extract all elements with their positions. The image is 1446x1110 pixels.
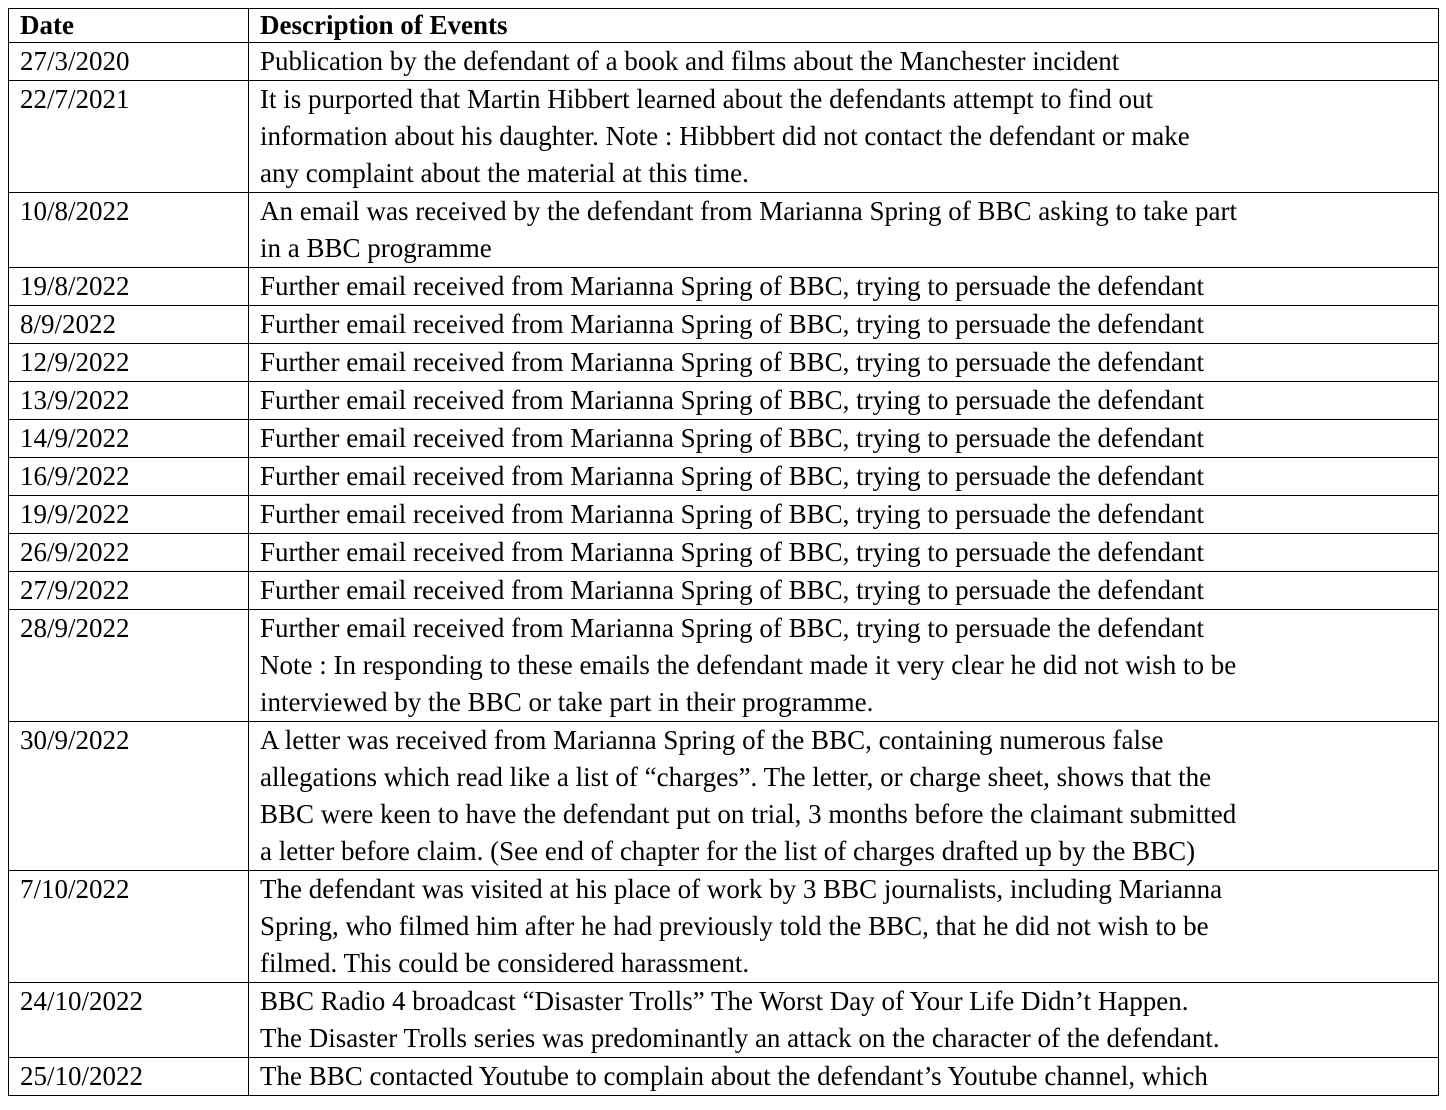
- event-date-cell: 16/9/2022: [9, 458, 249, 496]
- event-description-line: Further email received from Marianna Spring of BBC, trying to persuade the defendant: [260, 271, 1204, 301]
- event-description-line: The Disaster Trolls series was predominantly an attack on the character of the defendant.: [260, 1023, 1220, 1053]
- event-description-line: in a BBC programme: [260, 233, 492, 263]
- table-row: [9, 268, 1439, 306]
- event-description-cell: [249, 420, 1439, 458]
- event-date-cell: 24/10/2022: [9, 983, 249, 1058]
- document-page: [8, 8, 1438, 1096]
- event-date-cell: 25/10/2022: [9, 1058, 249, 1096]
- table-row: [9, 306, 1439, 344]
- event-description-cell: [249, 344, 1439, 382]
- table-row: [9, 1058, 1439, 1096]
- event-date-cell: 19/8/2022: [9, 268, 249, 306]
- table-row: [9, 722, 1439, 871]
- event-description-line: Further email received from Marianna Spring of BBC, trying to persuade the defendant: [260, 613, 1204, 643]
- event-description-cell: [249, 306, 1439, 344]
- table-row: [9, 382, 1439, 420]
- event-date-cell: 19/9/2022: [9, 496, 249, 534]
- table-row: [9, 572, 1439, 610]
- event-date-cell: 22/7/2021: [9, 81, 249, 193]
- event-date-cell: 26/9/2022: [9, 534, 249, 572]
- table-row: [9, 81, 1439, 193]
- event-description-cell: [249, 382, 1439, 420]
- table-row: [9, 344, 1439, 382]
- event-description-cell: [249, 458, 1439, 496]
- event-description-line: A letter was received from Marianna Spring of the BBC, containing numerous false: [260, 725, 1164, 755]
- event-description-cell: [249, 268, 1439, 306]
- event-description-line: a letter before claim. (See end of chapter for the list of charges drafted up by the BBC): [260, 836, 1196, 866]
- event-description-cell: [249, 1058, 1439, 1096]
- table-row: [9, 496, 1439, 534]
- event-description-line: Further email received from Marianna Spring of BBC, trying to persuade the defendant: [260, 537, 1204, 567]
- event-description-line: any complaint about the material at this time.: [260, 158, 749, 188]
- table-row: [9, 534, 1439, 572]
- event-description-line: information about his daughter. Note : Hibbbert did not contact the defendant or make: [260, 121, 1190, 151]
- table-row: [9, 420, 1439, 458]
- event-description-cell: [249, 43, 1439, 81]
- event-description-line: Spring, who filmed him after he had previously told the BBC, that he did not wish to be: [260, 911, 1209, 941]
- table-row: [9, 610, 1439, 722]
- event-description-line: Further email received from Marianna Spring of BBC, trying to persuade the defendant: [260, 347, 1204, 377]
- event-description-cell: [249, 534, 1439, 572]
- event-description-line: The defendant was visited at his place of work by 3 BBC journalists, including Marianna: [260, 874, 1223, 904]
- event-description-cell: [249, 983, 1439, 1058]
- event-description-cell: [249, 193, 1439, 268]
- event-date-cell: 28/9/2022: [9, 610, 249, 722]
- event-description-line: BBC Radio 4 broadcast “Disaster Trolls” The Worst Day of Your Life Didn’t Happen.: [260, 986, 1189, 1016]
- event-description-line: Publication by the defendant of a book and films about the Manchester incident: [260, 46, 1120, 76]
- event-description-line: Note : In responding to these emails the defendant made it very clear he did not wish to be: [260, 650, 1237, 680]
- event-description-line: Further email received from Marianna Spring of BBC, trying to persuade the defendant: [260, 385, 1204, 415]
- event-date-cell: 7/10/2022: [9, 871, 249, 983]
- event-date-cell: 14/9/2022: [9, 420, 249, 458]
- event-description-line: Further email received from Marianna Spring of BBC, trying to persuade the defendant: [260, 423, 1204, 453]
- event-description-cell: [249, 81, 1439, 193]
- event-date-cell: 30/9/2022: [9, 722, 249, 871]
- event-description-cell: [249, 496, 1439, 534]
- event-description-line: interviewed by the BBC or take part in their programme.: [260, 687, 874, 717]
- event-description-line: Further email received from Marianna Spring of BBC, trying to persuade the defendant: [260, 499, 1204, 529]
- table-row: [9, 458, 1439, 496]
- event-description-line: BBC were keen to have the defendant put on trial, 3 months before the claimant submitted: [260, 799, 1237, 829]
- event-description-cell: [249, 572, 1439, 610]
- event-description-cell: [249, 722, 1439, 871]
- event-date-cell: 27/3/2020: [9, 43, 249, 81]
- event-date-cell: 8/9/2022: [9, 306, 249, 344]
- event-date-cell: 10/8/2022: [9, 193, 249, 268]
- events-table: [8, 8, 1439, 1096]
- table-row: [9, 43, 1439, 81]
- description-column-header: Description of Events: [249, 9, 1439, 43]
- event-date-cell: 13/9/2022: [9, 382, 249, 420]
- event-date-cell: 27/9/2022: [9, 572, 249, 610]
- event-description-line: filmed. This could be considered harassment.: [260, 948, 750, 978]
- table-row: [9, 193, 1439, 268]
- event-description-line: An email was received by the defendant from Marianna Spring of BBC asking to take part: [260, 196, 1237, 226]
- table-row: [9, 983, 1439, 1058]
- event-description-line: Further email received from Marianna Spring of BBC, trying to persuade the defendant: [260, 461, 1204, 491]
- event-description-line: allegations which read like a list of “charges”. The letter, or charge sheet, shows that the: [260, 762, 1212, 792]
- event-description-line: The BBC contacted Youtube to complain about the defendant’s Youtube channel, which: [260, 1061, 1208, 1091]
- event-description-cell: [249, 871, 1439, 983]
- event-date-cell: 12/9/2022: [9, 344, 249, 382]
- date-column-header: Date: [9, 9, 249, 43]
- event-description-line: Further email received from Marianna Spring of BBC, trying to persuade the defendant: [260, 309, 1204, 339]
- event-description-cell: [249, 610, 1439, 722]
- table-header-row: [9, 9, 1439, 43]
- table-row: [9, 871, 1439, 983]
- events-table-body: [9, 43, 1439, 1096]
- event-description-line: It is purported that Martin Hibbert learned about the defendants attempt to find out: [260, 84, 1154, 114]
- event-description-line: Further email received from Marianna Spring of BBC, trying to persuade the defendant: [260, 575, 1204, 605]
